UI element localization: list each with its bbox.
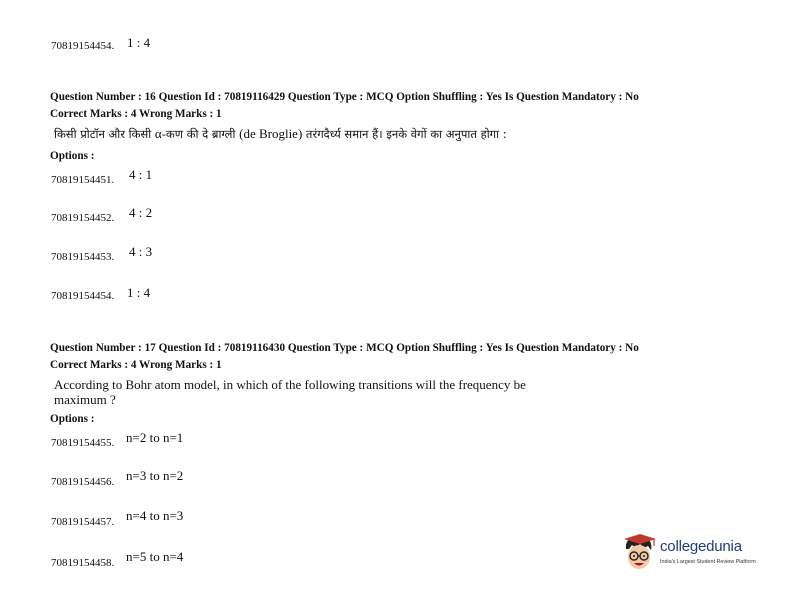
question-text-hindi: -कण की दे ब्राग्ली <box>161 127 240 141</box>
option-value: n=5 to n=4 <box>126 549 184 564</box>
option-id: 70819154454. <box>51 40 115 52</box>
option-value: 1 : 4 <box>127 35 151 50</box>
option-value: 4 : 2 <box>129 205 153 220</box>
student-mascot-icon <box>620 532 658 576</box>
option-id: 70819154452. <box>51 212 115 224</box>
option-value: 1 : 4 <box>127 285 151 300</box>
question-text: maximum ? <box>54 392 116 407</box>
option-id: 70819154451. <box>51 174 115 186</box>
question-text: According to Bohr atom model, in which of the following transitions will the frequency be <box>54 377 526 392</box>
question-text <box>54 126 507 142</box>
option-id: 70819154455. <box>51 437 115 449</box>
option-id: 70819154454. <box>51 290 115 302</box>
question-header: Question Number : 16 Question Id : 70819116429 Question Type : MCQ Option Shuffling : Yes Is Question Mandatory : No <box>50 91 639 103</box>
question-header: Question Number : 17 Question Id : 70819116430 Question Type : MCQ Option Shuffling : Yes Is Question Mandatory : No <box>50 342 639 354</box>
de-broglie-term: (de Broglie) <box>239 126 303 141</box>
collegedunia-logo <box>620 532 765 576</box>
option-id: 70819154456. <box>51 476 115 488</box>
option-id: 70819154458. <box>51 557 115 569</box>
option-value: n=4 to n=3 <box>126 508 184 523</box>
brand-name: collegedunia <box>660 538 742 555</box>
options-label: Options : <box>50 150 95 162</box>
marks-line: Correct Marks : 4 Wrong Marks : 1 <box>50 359 222 371</box>
question-text-hindi: तरंगदैर्ध्य समान हैं। इनके वेगों का अनुपात होगा : <box>302 127 507 141</box>
marks-line: Correct Marks : 4 Wrong Marks : 1 <box>50 108 222 120</box>
option-value: n=2 to n=1 <box>126 430 184 445</box>
option-value: n=3 to n=2 <box>126 468 184 483</box>
question-text-hindi: किसी प्रोटॉन और किसी <box>54 127 155 141</box>
option-value: 4 : 1 <box>129 167 153 182</box>
option-value: 4 : 3 <box>129 244 153 259</box>
option-id: 70819154457. <box>51 516 115 528</box>
option-id: 70819154453. <box>51 251 115 263</box>
brand-tagline: India's Largest Student Review Platform <box>660 559 756 565</box>
options-label: Options : <box>50 413 95 425</box>
alpha-symbol: α <box>154 126 162 141</box>
